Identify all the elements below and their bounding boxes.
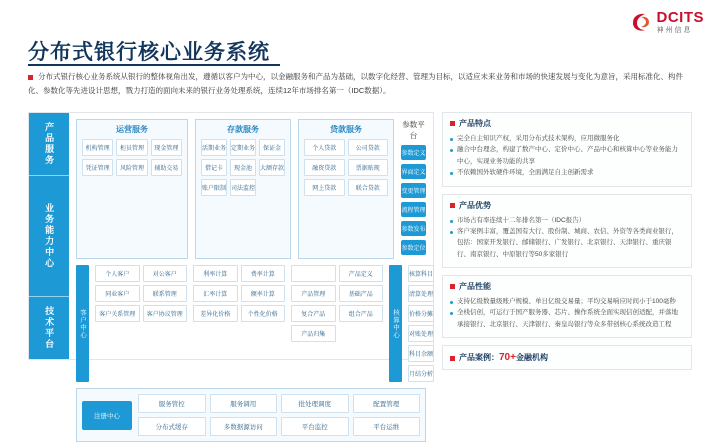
logo-mark-icon bbox=[630, 11, 652, 33]
rail-product-service bbox=[29, 113, 69, 175]
case-prefix: 产品案例： bbox=[459, 353, 499, 363]
bullet-icon bbox=[28, 75, 33, 80]
chip-loan[interactable]: 融资贷款 bbox=[304, 159, 345, 176]
chip-deposit[interactable]: 账户限制 bbox=[201, 179, 227, 196]
chip-product[interactable]: 组合产品 bbox=[339, 305, 384, 322]
chip-operation[interactable]: 柜员管理 bbox=[116, 139, 147, 156]
chip-tech[interactable]: 多数据源访问 bbox=[210, 417, 278, 436]
right-column bbox=[442, 112, 692, 370]
chip-tech[interactable]: 分布式缓存 bbox=[138, 417, 206, 436]
card-product-advantages-title bbox=[450, 200, 684, 211]
chip-operation[interactable]: 凭证管理 bbox=[82, 159, 113, 176]
chip-param[interactable]: 参数定位 bbox=[401, 240, 426, 255]
chip-customer[interactable]: 联系管理 bbox=[143, 285, 188, 302]
square-bullet-icon bbox=[450, 284, 455, 289]
chip-accounting[interactable]: 月结分析 bbox=[408, 365, 434, 382]
card-product-features bbox=[442, 112, 692, 187]
chip-accounting[interactable]: 核算科目 bbox=[408, 265, 434, 282]
chip-tech[interactable]: 服务调用 bbox=[210, 394, 278, 413]
operation-service-title: 运营服务 bbox=[116, 125, 148, 134]
chip-deposit[interactable]: 现金池 bbox=[230, 159, 256, 176]
card-line: 市场占有率连续十二年排名第一（IDC报告） bbox=[450, 215, 684, 226]
chip-pricing[interactable]: 差异化价格 bbox=[193, 305, 238, 322]
accounting-chips bbox=[408, 265, 434, 382]
chip-deposit[interactable]: 保证金 bbox=[259, 139, 285, 156]
chip-customer[interactable]: 个人客户 bbox=[95, 265, 140, 282]
customer-center-chips bbox=[95, 265, 187, 382]
card-line: 不依赖国外软硬件环境，全面满足自主创新需求 bbox=[450, 167, 684, 178]
chip-customer[interactable]: 客户关系管理 bbox=[95, 305, 140, 322]
rail-tech-platform-label: 技术平台 bbox=[44, 306, 55, 350]
page-title: 分布式银行核心业务系统 bbox=[28, 41, 270, 64]
customer-center-rail bbox=[76, 265, 89, 382]
logo-text-en: DCITS bbox=[656, 9, 704, 26]
square-bullet-icon bbox=[450, 203, 455, 208]
chip-loan[interactable]: 网上贷款 bbox=[304, 179, 345, 196]
chip-product[interactable]: 产品归集 bbox=[291, 325, 336, 342]
chip-loan[interactable]: 票据贴现 bbox=[348, 159, 389, 176]
chip-operation[interactable]: 风险管理 bbox=[116, 159, 147, 176]
chip-deposit[interactable]: 大额存款 bbox=[259, 159, 285, 176]
chip-tech[interactable]: 平台运维 bbox=[353, 417, 421, 436]
chip-operation[interactable]: 机构管理 bbox=[82, 139, 113, 156]
card-line: 客户案例丰富，覆盖国有大行、股份制、城商、农信、外资等各类商业银行，包括：国家开发银行、邮储银行、广发银行、北京银行、天津银行、重庆银行、南京银行、中原银行等50多家银行 bbox=[450, 226, 684, 260]
chip-param[interactable]: 流程管理 bbox=[401, 202, 426, 217]
service-row bbox=[76, 119, 426, 259]
param-platform-box bbox=[401, 119, 426, 259]
card-product-features-title bbox=[450, 118, 684, 129]
card-line: 支持亿级数量级账户规模、单日亿级交易量；平均交易响应时间小于100毫秒 bbox=[450, 296, 684, 307]
chip-tech[interactable]: 服务管控 bbox=[138, 394, 206, 413]
case-suffix: 金融机构 bbox=[515, 353, 548, 363]
card-line: 融合中台理念，构建了数产中心、定价中心、产品中心和核算中心等业务能力中心，实现业务功能的共享 bbox=[450, 144, 684, 167]
chip-pricing[interactable]: 费率计算 bbox=[241, 265, 286, 282]
chip-deposit[interactable]: 定期业务 bbox=[230, 139, 256, 156]
card-line: 全栈信创，可运行于国产服务器、芯片、操作系统全面实现信创适配，并落地承接银行、北京银行、天津银行、秦皇岛银行等众多带创核心系统改造工程 bbox=[450, 307, 684, 330]
chip-operation[interactable]: 现金管理 bbox=[151, 139, 182, 156]
rail-tech-platform bbox=[29, 296, 69, 359]
card-title-text: 产品优势 bbox=[459, 200, 491, 210]
chip-pricing[interactable]: 汇率计算 bbox=[193, 285, 238, 302]
pricing-center-chips bbox=[193, 265, 285, 382]
intro-paragraph bbox=[28, 70, 688, 99]
chip-product[interactable]: 产品定义 bbox=[339, 265, 384, 282]
rail-business-ability bbox=[29, 175, 69, 296]
chip-tech[interactable]: 平台监控 bbox=[281, 417, 349, 436]
chip-accounting[interactable]: 科目余额 bbox=[408, 345, 434, 362]
chip-param[interactable]: 界面定义 bbox=[401, 164, 426, 179]
chip-accounting[interactable]: 对账处理 bbox=[408, 325, 434, 342]
chip-customer[interactable]: 对公客户 bbox=[143, 265, 188, 282]
chip-loan[interactable]: 个人贷款 bbox=[304, 139, 345, 156]
accounting-center-label: 核算中心 bbox=[392, 308, 399, 339]
square-bullet-icon bbox=[450, 356, 455, 361]
title-divider bbox=[28, 64, 280, 66]
card-title-text: 产品性能 bbox=[459, 282, 491, 291]
chip-accounting[interactable]: 清算处理 bbox=[408, 285, 434, 302]
square-bullet-icon bbox=[450, 121, 455, 126]
architecture-diagram bbox=[28, 112, 434, 431]
card-title-text: 产品特点 bbox=[459, 119, 491, 128]
param-platform-title: 参数平台 bbox=[402, 120, 425, 140]
chip-pricing[interactable]: 利率计算 bbox=[193, 265, 238, 282]
chip-deposit[interactable]: 司法监控 bbox=[230, 179, 256, 196]
rail-business-ability-label: 业务能力中心 bbox=[44, 203, 55, 269]
brand-logo bbox=[630, 10, 705, 34]
card-product-advantages bbox=[442, 194, 692, 269]
card-product-performance-title bbox=[450, 281, 684, 292]
chip-param[interactable]: 变更管理 bbox=[401, 183, 426, 198]
deposit-service-box bbox=[195, 119, 291, 259]
register-center-chip[interactable]: 注册中心 bbox=[82, 401, 132, 430]
ability-center-row bbox=[76, 265, 434, 382]
customer-center-label: 客户中心 bbox=[79, 308, 86, 339]
accounting-center-rail bbox=[389, 265, 402, 382]
chip-loan[interactable]: 联合贷款 bbox=[348, 179, 389, 196]
chip-tech[interactable]: 批处理调度 bbox=[281, 394, 349, 413]
chip-pricing[interactable]: 个性化价格 bbox=[241, 305, 286, 322]
operation-service-box bbox=[76, 119, 188, 259]
deposit-service-title: 存款服务 bbox=[227, 125, 260, 134]
rail-product-service-label: 产品服务 bbox=[44, 122, 55, 166]
card-product-performance bbox=[442, 275, 692, 338]
loan-service-box bbox=[298, 119, 394, 259]
chip-customer[interactable]: 同业客户 bbox=[95, 285, 140, 302]
chip-accounting[interactable]: 价格分摊 bbox=[408, 305, 434, 322]
chip-product[interactable] bbox=[291, 265, 336, 282]
chip-customer[interactable]: 客户协议管理 bbox=[143, 305, 188, 322]
product-case-banner bbox=[442, 345, 692, 370]
product-center-chips bbox=[291, 265, 383, 382]
chip-param[interactable]: 参数发布 bbox=[401, 221, 426, 236]
diagram-left-rail bbox=[29, 113, 69, 359]
chip-deposit[interactable]: 借记卡 bbox=[201, 159, 227, 176]
chip-pricing[interactable]: 额率计算 bbox=[241, 285, 286, 302]
tech-platform-row bbox=[76, 388, 426, 442]
chip-deposit[interactable]: 活期业务 bbox=[201, 139, 227, 156]
chip-operation[interactable]: 辅助交易 bbox=[151, 159, 182, 176]
logo-text-cn: 神州信息 bbox=[656, 27, 693, 34]
chip-loan[interactable]: 公司贷款 bbox=[348, 139, 389, 156]
chip-product[interactable]: 产品管理 bbox=[291, 285, 336, 302]
chip-product[interactable]: 基础产品 bbox=[339, 285, 384, 302]
chip-product[interactable]: 复合产品 bbox=[291, 305, 336, 322]
chip-tech[interactable]: 配置管理 bbox=[353, 394, 421, 413]
case-number: 70+ bbox=[499, 352, 516, 364]
chip-param[interactable]: 参数定义 bbox=[401, 145, 426, 160]
card-line: 完全自主知识产权，采用分布式技术架构，应用微服务化 bbox=[450, 133, 684, 144]
loan-service-title: 贷款服务 bbox=[330, 125, 363, 134]
intro-text: 分布式银行核心业务系统从银行的整体视角出发，遵循以客户为中心，以金融服务和产品为基础，以数字化经营、管理为目标，以适应未来业务和市场的快速发展与变化为意旨，采用标准化、构件化、参数化等先进设计思想，戮力打造的面向未来的银行业务处理系统，连续12年市场排名第一（IDC数据）。 bbox=[28, 72, 683, 96]
